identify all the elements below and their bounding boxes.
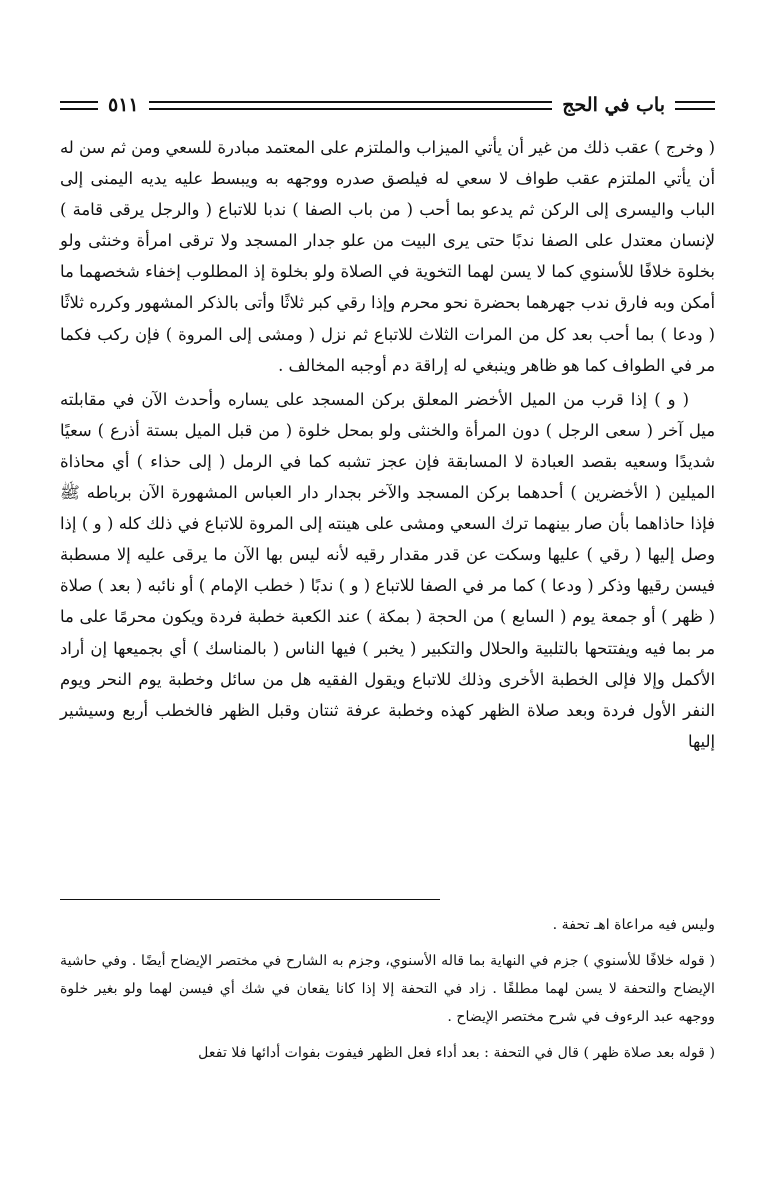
main-paragraph: ( و ) إذا قرب من الميل الأخضر المعلق بركن المسجد على يساره وأحدث الآن في مقابلته ميل آخر ( سعى الرجل ) دون المرأة والخنثى ولو بمحل خلوة ( من قبل الميل بستة أذرع ) سعيًا شديدًا وسعيه بقصد العبادة لا المسابقة فإن عجز تشبه كما في الرمل ( إلى حذاء ) أي محاذاة الميلين ( الأخضرين ) أحدهما بركن المسجد والآخر بجدار دار العباس المشهورة الآن برباطه ﷺ فإذا حاذاهما بأن صار بينهما ترك السعي ومشى على هينته إلى المروة للاتباع في ذلك كله ( و ) إذا وصل إليها ( رقي ) عليها وسكت عن قدر مقدار رقيه لأنه ليس بها الآن ما يرقى عليه إلا مسطبة فيسن رقيها وذكر ( ودعا ) كما مر في الصفا للاتباع ( و ) ندبًا ( خطب الإمام ) أو نائبه ( بعد ) صلاة ( ظهر ) أو جمعة يوم ( السابع ) من الحجة ( بمكة ) عند الكعبة خطبة فردة ويكون محرمًا على ما مر بما فيه ويفتتحها بالتلبية والحلال والتكبير ( يخبر ) فيها الناس ( بالمناسك ) أي بجميعها إن أراد الأكمل وإلا فإلى الخطبة الأخرى وذلك للاتباع ويقول الفقيه هل من سائل وخطبة يوم النحر ويوم النفر الأول فردة وبعد صلاة الظهر كهذه وخطبة عرفة ثنتان وقبل الظهر فالخطب أربع وسيشير إليها [60, 389, 715, 751]
main-paragraph: ( وخرج ) عقب ذلك من غير أن يأتي الميزاب والملتزم على المعتمد مبادرة للسعي ومن ثم سن له أن يأتي الملتزم عقب طواف لا سعي له فيلصق صدره ووجهه به ويبسط عليه يديه اليمنى إلى الباب واليسرى إلى الركن ثم يدعو بما أحب ( من باب الصفا ) ندبا للاتباع ( والرجل يرقى قامة ) لإنسان معتدل على الصفا ندبًا حتى يرى البيت من علو جدار المسجد ولا ترقى امرأة وخنثى ولو بخلوة خلافًا للأسنوي كما لا يسن لهما التخوية في الصلاة ولو بخلوة إذ المطلوب إخفاء شخصهما ما أمكن وبه فارق ندب جهرهما بحضرة نحو محرم وإذا رقي كبر ثلاثًا وأتى بالذكر المشهور وكرره ثلاثًا ( ودعا ) بما أحب بعد كل من المرات الثلاث للاتباع ثم نزل ( ومشى إلى المروة ) فإن ركب فكما مر في الطواف كما هو ظاهر وينبغي له إراقة دم أوجبه المخالف . [60, 138, 715, 375]
header-rule-right [675, 101, 715, 110]
chapter-title: باب في الحج [562, 94, 665, 116]
footnote: ( قوله خلافًا للأسنوي ) جزم في النهاية بما قاله الأسنوي، وجزم به الشارح في مختصر الإيضاح أيضًا . وفي حاشية الإيضاح والتحفة لا يسن لهما مطلقًا . زاد في التحفة إلا إذا كانا يقعان في شك أي فيسن لهما ولو بغير خلوة ووجهه عبد الرءوف في شرح مختصر الإيضاح . [60, 953, 715, 1025]
footnote-separator [60, 899, 440, 900]
footnote: ( قوله بعد صلاة ظهر ) قال في التحفة : بعد أداء فعل الظهر فيفوت بفوات أدائها فلا تفعل [198, 1045, 715, 1061]
footnotes [60, 911, 715, 1075]
footnote: وليس فيه مراعاة اهـ تحفة . [552, 917, 715, 933]
running-header [60, 92, 715, 118]
page-number: ٥١١ [108, 94, 139, 116]
main-text [60, 132, 715, 757]
book-page [60, 0, 715, 1182]
header-rule-middle [149, 101, 553, 110]
header-rule-left [60, 101, 98, 110]
